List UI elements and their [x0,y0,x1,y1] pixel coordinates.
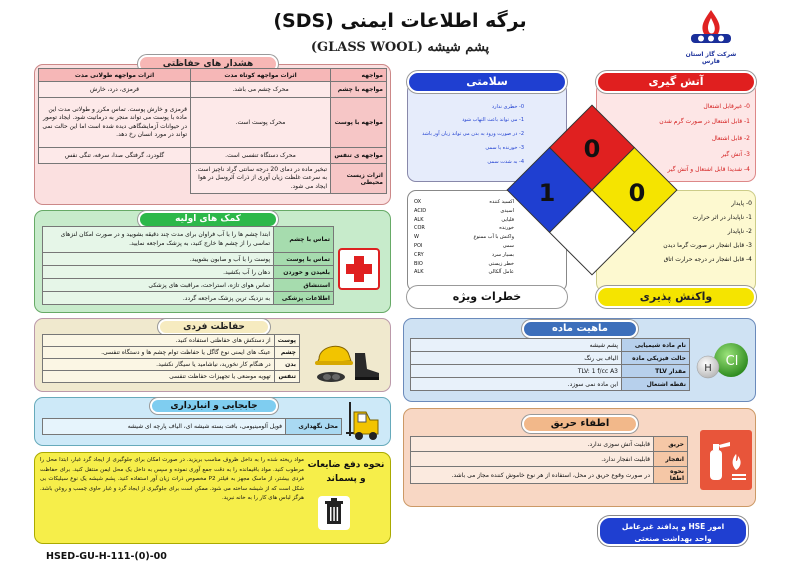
ppe-table [42,334,300,383]
substance-label: نام ماده شیمیایی [622,339,690,352]
substance-value: پشم شیشه [411,339,622,352]
first-aid-value: پوست را با آب و صابون بشویید. [43,253,274,266]
disposal-text: مواد ریخته شده را به داخل ظروف مناسب بریزید. در صورت امکان برای جلوگیری از ایجاد گرد غبار، ابتدا محل را مرطوب کنید. مواد باقیمانده را به دقت جمع آوری نموده و سپس به داخل یک محل ایمن منتقل کنید. برای حفاظت فردی بیشتر، از ماسک مجهز به فیلتر P2 مخصوص ذرات زیان آور استفاده کنید. پشم شیشه یک نوع سیلیکات بی شکل است که از شیشه ساخته می شود. ممکن است برای جلوگیری از ایجاد گرد و غبار حاوی چسب و روغن باشد. هرگز لباس های کار را به خانه نبرید. [40,457,304,501]
list-item: 4- شدیدا قابل اشتعال و آتش گیر [667,166,750,173]
health-title: سلامتی [407,71,567,93]
table-row [411,378,690,391]
list-item: 1- ناپایدار در اثر حرارت [692,214,752,221]
special-hazards-title: خطرات ویژه [407,286,567,308]
list-item: W واکنش با آب ممنوع [414,234,514,241]
list-item: OX اکسید کننده [414,199,514,205]
first-aid-value: به نزدیک ترین پزشک مراجعه گردد. [43,292,274,305]
firefighting-value: قابلیت آتش سوزی ندارد. [411,437,654,452]
list-item: 1- قابل اشتعال در صورت گرم شدن [659,118,750,125]
list-item: 0- خطری ندارد [491,104,524,110]
handling-table-wrap [42,418,342,435]
first-aid-table [42,226,334,305]
reactivity-title: واکنش پذیری [596,286,756,308]
page-title: برگه اطلاعات ایمنی (SDS) [273,10,527,32]
col-long-term: اثرات مواجهه طولانی مدت [39,69,191,82]
nfpa-diamond [502,100,682,280]
table-row [39,148,387,164]
short-term-cell: محرک پوست است. [191,98,331,148]
ppe-label: تنفس [274,371,299,383]
short-term-cell: تبخیر ماده در دمای 20 درجه سانتی گراد ناچیز است. به سرعت غلظت زیان آوری از ذرات آئروسل در هوا ایجاد می شود. [191,164,331,194]
table-row [43,253,334,266]
fire-title: آتش گیری [596,71,756,93]
health-rating: 1 [538,179,556,207]
reactivity-rating: 0 [628,179,646,207]
first-aid-title: کمک های اولیه [138,211,278,228]
long-term-cell: قرمزی، درد، خارش [39,82,191,98]
first-aid-label: تماس با چشم [274,227,334,253]
ppe-label: پوست [274,335,299,347]
list-item: 3- خورنده یا سمی [485,145,524,151]
ppe-value: عینک های ایمنی نوع گاگل یا حفاظت توام چشم ها و دستگاه تنفسی. [43,347,275,359]
exposure-cell: اثرات زیست محیطی [331,164,387,194]
firefighting-label: حریق [654,437,688,452]
substance-value: TLV: 1 f/cc A3 [411,365,622,378]
table-row [43,335,300,347]
list-item: COR خورنده [414,225,514,232]
substance-label: حالت فیزیکی ماده [622,352,690,365]
list-item: ALK عامل آلکالی [414,269,514,276]
exposure-cell: مواجهه با چشم [331,82,387,98]
hazards-table-wrap [38,68,387,194]
first-aid-label: اطلاعات پزشکی [274,292,334,305]
list-item: 4- قابل انفجار در درجه حرارت اتاق [663,256,752,263]
company-logo [682,8,740,65]
substance-label: نقطه اشتعال [622,378,690,391]
fire-extinguisher-icon-wrap [700,430,752,490]
table-row [43,371,300,383]
ppe-value: در هنگام کار نخورید، نیاشامید یا سیگار نکشید. [43,359,275,371]
table-row [411,339,690,352]
flame-logo-icon [682,8,740,48]
trash-icon [318,496,350,530]
table-row [43,279,334,292]
ppe-value: تهویه موضعی یا تجهیزات حفاظت تنفسی [43,371,275,383]
table-row [39,164,387,194]
table-row [43,266,334,279]
document-code: HSED-GU-H-111-(0)-00 [46,551,167,562]
first-aid-label: بلعیدن و خوردن [274,266,334,279]
hazards-table [38,68,387,194]
ppe-gear-icon [305,333,383,385]
first-aid-label: تماس با پوست [274,253,334,266]
list-item: 0- پایدار [731,200,752,207]
fire-rating: 0 [583,135,601,163]
first-aid-table-wrap [42,226,334,305]
cl-label: Cl [725,354,739,369]
substance-label: مقدار TLV [622,365,690,378]
col-short-term: اثرات مواجهه کوتاه مدت [191,69,331,82]
handling-title: جابجایی و انبارداری [150,398,278,414]
firefighting-title: اطفاء حریق [522,415,638,433]
col-exposure: مواجهه [331,69,387,82]
firefighting-label: نحوه اطفا [654,467,688,484]
short-term-cell: محرک دستگاه تنفسی است. [191,148,331,164]
substance-table-wrap [410,338,690,391]
list-item: 1- می تواند باعث التهاب شود [462,117,524,123]
first-aid-value: تماس هوای تازه، استراحت، مراقبت های پزشکی [43,279,274,292]
long-term-cell [39,164,191,194]
trash-icon-wrap [318,496,350,530]
list-item: 2- در صورت ورود به بدن می تواند زیان آور باشد [422,131,524,137]
red-cross-icon [340,250,378,288]
first-aid-value: ابتدا چشم ها را با آب فراوان برای مدت چند دقیقه بشویید و در صورت امکان لنزهای تماسی را از چشم ها خارج کنید، به پزشک مراجعه نمایید. [43,227,274,253]
molecule-icon [693,340,751,386]
list-item: POI سمی [414,242,514,249]
list-item: ALK قلیایی [414,216,514,223]
exposure-cell: مواجهه ی تنفس [331,148,387,164]
table-row [411,365,690,378]
department-line1: امور HSE و پدافند غیرعامل [621,522,725,531]
table-row [411,467,688,484]
list-item: ACID اسیدی [414,207,514,214]
ppe-value: از دستکش های حفاظتی استفاده کنید. [43,335,275,347]
substance-value: الیاف بی رنگ [411,352,622,365]
department-badge [598,516,748,546]
substance-value: این ماده نمی سوزد. [411,378,622,391]
list-item: 3- قابل انفجار در صورت گرما دیدن [663,242,752,249]
long-term-cell: گلودرد، گرفتگی صدا، سرفه، تنگی نفس [39,148,191,164]
fire-extinguisher-icon [700,430,752,490]
hazards-title: هشدار های حفاظتی [138,55,278,73]
list-item: 2- ناپایدار [727,228,752,235]
list-item: 0- غیرقابل اشتعال [703,103,750,110]
ppe-label: بدن [274,359,299,371]
ppe-title: حفاظت فردی [158,319,270,335]
table-row [43,347,300,359]
table-row [43,359,300,371]
first-aid-label: استنشاق [274,279,334,292]
table-row [43,227,334,253]
list-item: BIO خطر زیستی [414,260,514,267]
first-aid-value: دهان را آب بکشید. [43,266,274,279]
h-label: H [704,363,712,374]
firefighting-label: انفجار [654,452,688,467]
page-subtitle: پشم شیشه (GLASS WOOL) [310,40,490,55]
table-row [411,437,688,452]
firefighting-table [410,436,688,484]
handling-table [42,418,342,435]
table-row [39,98,387,148]
ppe-label: چشم [274,347,299,359]
short-term-cell: محرک چشم می باشد. [191,82,331,98]
table-row [411,352,690,365]
exposure-cell: مواجهه با پوست [331,98,387,148]
disposal-title: نحوه دفع ضایعات و پسماند [307,460,385,484]
table-row [39,82,387,98]
substance-table [410,338,690,391]
firefighting-table-wrap [410,436,688,484]
firefighting-value: قابلیت انفجار ندارد. [411,452,654,467]
list-item: 3- آتش گیر [721,151,750,158]
table-row [43,419,342,435]
handling-value: فویل آلومینیومی، بافت بسته شیشه ای، الیاف پارچه ای شیشه [43,419,286,435]
firefighting-value: در صورت وقوع حریق در محل، استفاده از هر نوع خاموش کننده مجاز می باشد. [411,467,654,484]
long-term-cell: قرمزی و خارش پوست. تماس مکرر و طولانی مدت این ماده با پوست می تواند منجر به درماتیت شود. ایجاد تومور در حیوانات آزمایشگاهی دیده شده است اما این حالت نمی تواند در مورد انسان رخ دهد. [39,98,191,148]
table-row [411,452,688,467]
ppe-table-wrap [42,334,300,383]
list-item: 2- قابل اشتعال [711,135,750,142]
table-row [43,292,334,305]
list-item: 4- به شدت سمی [487,159,524,165]
logo-text: شرکت گاز استان فارس [685,51,737,65]
first-aid-icon [338,248,380,290]
forklift-icon [346,400,382,442]
department-line2: واحد بهداشت صنعتی [634,534,712,543]
list-item: CRY بسیار سرد [414,251,514,258]
substance-title: ماهیت ماده [522,320,638,338]
handling-label: محل نگهداری [286,419,342,435]
special-hazards-list [414,198,514,277]
